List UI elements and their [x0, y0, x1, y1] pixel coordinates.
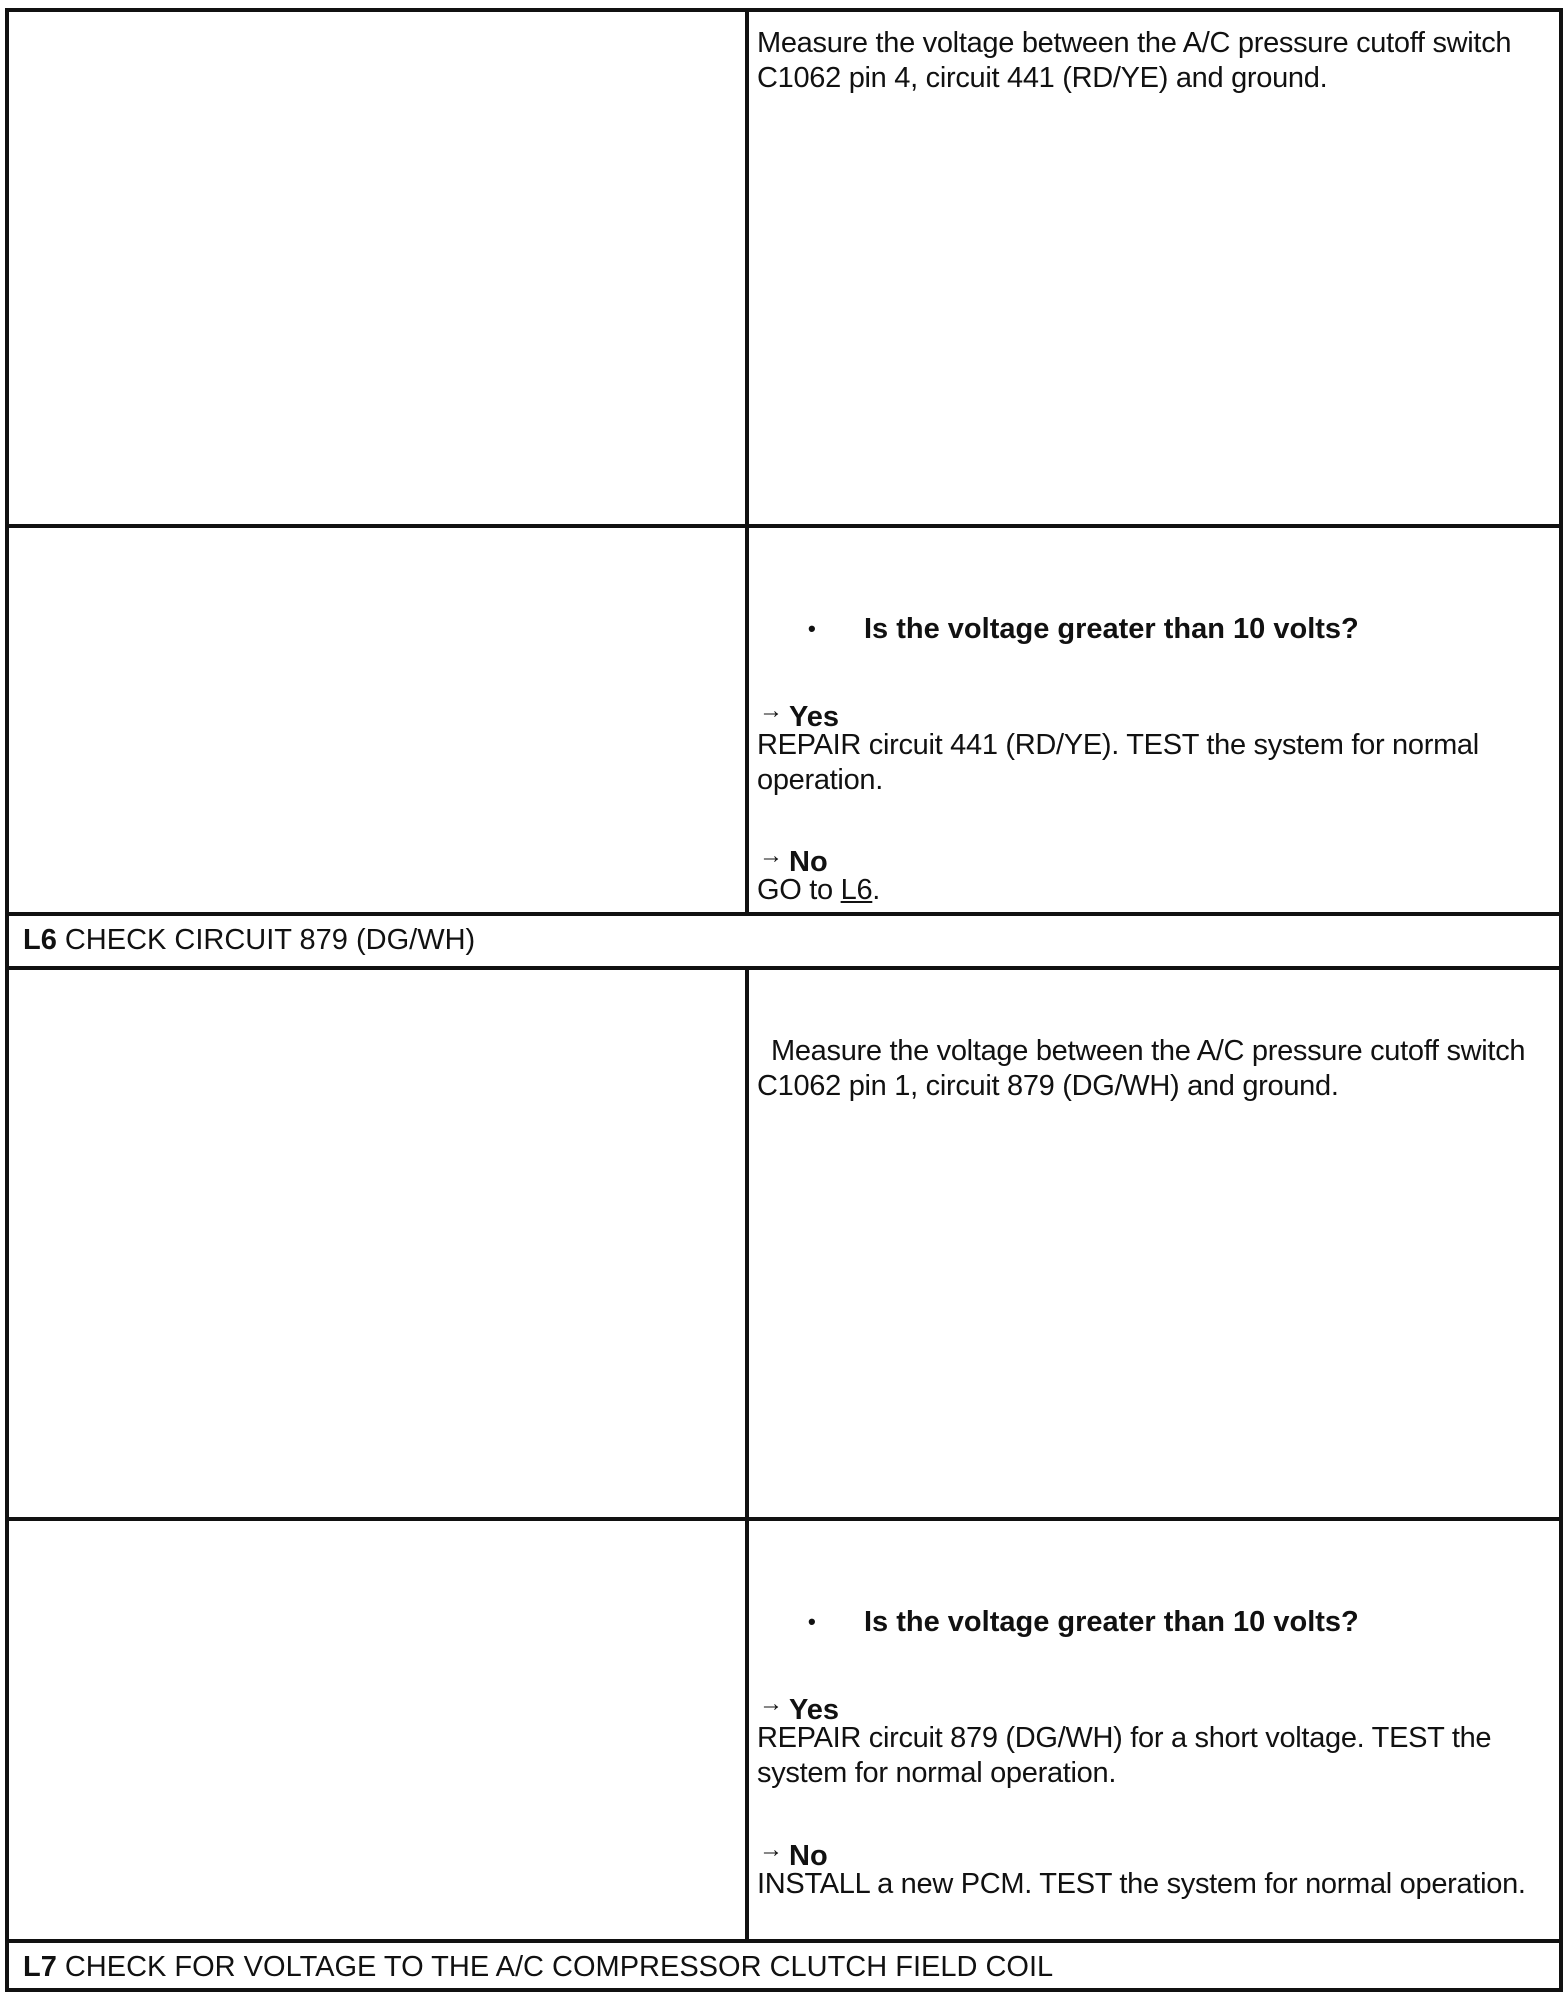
arrow-right-icon: → [759, 1836, 783, 1863]
bullet-icon: • [808, 1609, 816, 1634]
no-label: No [789, 1840, 828, 1872]
step-title: CHECK FOR VOLTAGE TO THE A/C COMPRESSOR CLUTCH FIELD COIL [64, 1951, 1054, 1983]
yes-label: Yes [789, 1694, 839, 1726]
instruction-text: Measure the voltage between the A/C pressure cutoff switch C1062 pin 1, circuit 879 (DG/WH) and ground. [757, 1035, 1526, 1102]
row-divider [5, 1517, 1563, 1521]
arrow-right-icon: → [759, 842, 783, 869]
yes-label: Yes [789, 701, 839, 733]
question [808, 611, 1359, 647]
step-code: L6 [23, 924, 57, 956]
yes-text: REPAIR circuit 441 (RD/YE). TEST the system for normal operation. [757, 729, 1479, 796]
bullet-icon: • [808, 616, 816, 641]
step-header-l6 [23, 923, 475, 958]
step-header-l7 [23, 1950, 1053, 1985]
yes-text: REPAIR circuit 879 (DG/WH) for a short voltage. TEST the system for normal operation. [757, 1722, 1492, 1789]
question-text: Is the voltage greater than 10 volts? [864, 613, 1359, 645]
row-divider [5, 524, 1563, 528]
row-divider [5, 1939, 1563, 1943]
no-text: INSTALL a new PCM. TEST the system for normal operation. [757, 1868, 1526, 1900]
row-divider [5, 966, 1563, 970]
no-text-prefix: GO to [757, 874, 841, 906]
column-divider [745, 8, 749, 528]
no-label: No [789, 846, 828, 878]
step-title: CHECK CIRCUIT 879 (DG/WH) [64, 924, 476, 956]
column-divider [745, 1517, 749, 1943]
column-divider [745, 966, 749, 1521]
step-link-l6[interactable]: L6 [840, 874, 873, 906]
no-text-suffix: . [872, 874, 881, 906]
arrow-right-icon: → [759, 697, 783, 724]
no-text [757, 873, 1557, 908]
question [808, 1604, 1359, 1640]
instruction-text: Measure the voltage between the A/C pressure cutoff switch C1062 pin 4, circuit 441 (RD/YE) and ground. [757, 27, 1512, 94]
step-code: L7 [23, 1951, 57, 1983]
arrow-right-icon: → [759, 1690, 783, 1717]
column-divider [745, 524, 749, 916]
question-text: Is the voltage greater than 10 volts? [864, 1606, 1359, 1638]
row-divider [5, 912, 1563, 916]
